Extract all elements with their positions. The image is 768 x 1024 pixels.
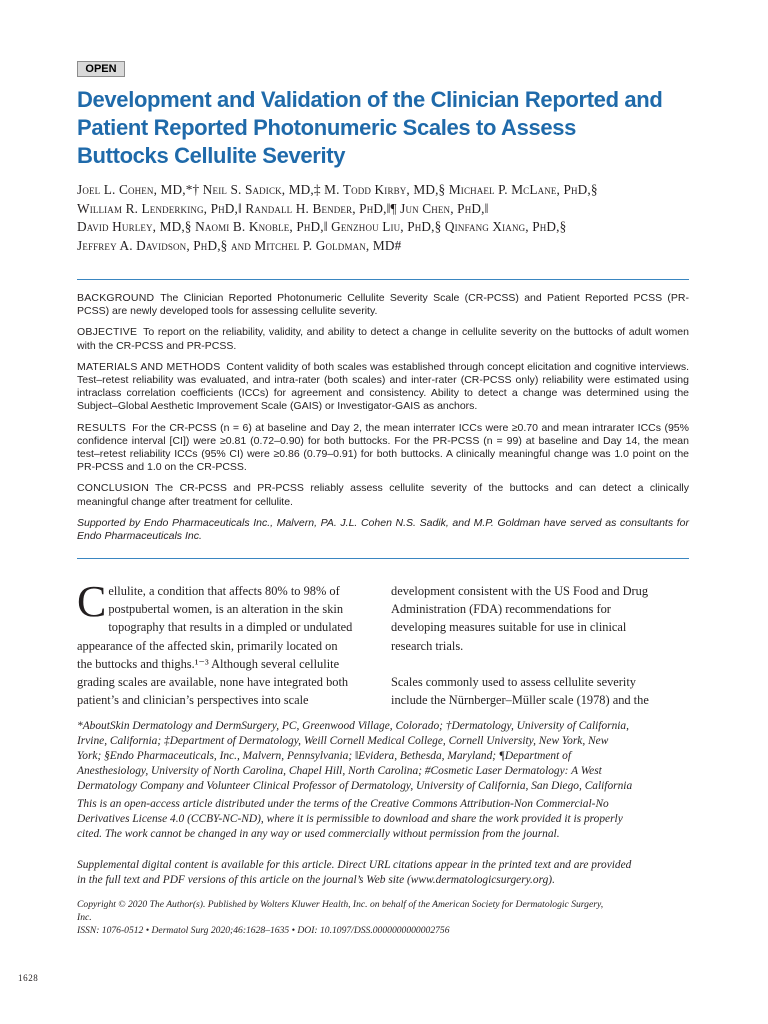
body-line: research trials.	[391, 638, 464, 653]
body-column-left	[77, 577, 375, 709]
body-line: ellulite, a condition that affects 80% to 98% of	[108, 584, 340, 598]
title-line: Patient Reported Photonumeric Scales to Assess	[77, 115, 577, 140]
author-list	[77, 181, 717, 255]
body-line: developing measures suitable for use in clinical	[391, 620, 627, 635]
copyright-line: Copyright © 2020 The Author(s). Published by Wolters Kluwer Health, Inc. on behalf of the American Society for Dermatologic Surgery,	[77, 899, 604, 910]
body-line: the buttocks and thighs.¹⁻³ Although several cellulite	[77, 656, 340, 671]
body-line: patient’s and clinician’s perspectives into scale	[77, 693, 309, 708]
author-line: Jeffrey A. Davidson, PhD,§ and Mitchel P. Goldman, MD#	[77, 237, 402, 253]
paragraph-gap	[391, 655, 689, 673]
drop-cap: C	[77, 577, 107, 626]
license-line: Derivatives License 4.0 (CCBY-NC-ND), where it is permissible to download and share the work provided it is properly	[77, 813, 623, 825]
issn-line: ISSN: 1076-0512 • Dermatol Surg 2020;46:1628–1635 • DOI: 10.1097/DSS.0000000000002756	[77, 924, 450, 936]
abstract	[77, 292, 689, 551]
abstract-conclusion	[77, 482, 689, 508]
body-line: development consistent with the US Food and Drug	[391, 584, 649, 598]
license-statement	[77, 797, 697, 842]
body-line: include the Nürnberger–Müller scale (1978) and the	[391, 693, 649, 708]
abstract-objective	[77, 326, 689, 352]
article-title	[77, 86, 717, 170]
supplemental-line: in the full text and PDF versions of this article on the journal’s Web site (www.dermatologicsurgery.org).	[77, 874, 555, 886]
license-line: cited. The work cannot be changed in any way or used commercially without permission from the journal.	[77, 828, 560, 840]
copyright-block	[77, 899, 697, 937]
title-line: Buttocks Cellulite Severity	[77, 143, 346, 168]
affiliation-line: Dermatology Company and Volunteer Clinical Professor of Dermatology, University of California, San Diego, California	[77, 780, 633, 792]
supplemental-line: Supplemental digital content is available for this article. Direct URL citations appear in the printed text and are provided	[77, 859, 632, 871]
body-line: Scales commonly used to assess cellulite severity	[391, 674, 637, 689]
abstract-results	[77, 422, 689, 475]
license-line: This is an open-access article distributed under the terms of the Creative Commons Attribution-Non Commercial-No	[77, 798, 609, 810]
title-line: Development and Validation of the Clinician Reported and	[77, 87, 663, 112]
copyright-line: Inc.	[77, 911, 92, 923]
section-head: RESULTS	[77, 421, 127, 434]
abstract-bottom-rule	[77, 558, 689, 559]
abstract-top-rule	[77, 279, 689, 280]
body-line: Administration (FDA) recommendations for	[391, 602, 611, 617]
section-head: CONCLUSION	[77, 482, 150, 495]
page-number: 1628	[18, 973, 39, 983]
author-line: David Hurley, MD,§ Naomi B. Knoble, PhD,‖ Genzhou Liu, PhD,§ Qinfang Xiang, PhD,§	[77, 219, 567, 234]
supplemental-note	[77, 858, 697, 888]
author-line: Joel L. Cohen, MD,*† Neil S. Sadick, MD,‡ M. Todd Kirby, MD,§ Michael P. McLane, PhD,§	[77, 182, 598, 197]
body-line: postpubertal women, is an alteration in the skin	[108, 602, 344, 617]
affiliations	[77, 719, 697, 794]
section-text: The Clinician Reported Photonumeric Cellulite Severity Scale (CR-PCSS) and Patient Reported PCSS (PR-PCSS) are newly developed tools for assessing cellulite severity.	[77, 292, 689, 318]
section-head: BACKGROUND	[77, 292, 155, 304]
abstract-methods	[77, 361, 689, 414]
section-head: MATERIALS AND METHODS	[77, 360, 221, 373]
affiliation-line: Irvine, California; ‡Department of Dermatology, Weill Cornell Medical College, Cornell University, New York, New	[77, 735, 609, 747]
section-text: To report on the reliability, validity, and ability to detect a change in cellulite severity on the buttocks of adult women with the CR-PCSS and PR-PCSS.	[77, 326, 689, 352]
section-text: For the CR-PCSS (n = 6) at baseline and Day 2, the mean interrater ICCs were ≥0.70 and mean intrarater ICCs (95% confidence interval [CI]) were ≥0.81 (0.72–0.90) for both buttocks. For the PR-PCSS (n = 99) at baseline and Day 14, the mean test–retest reliability ICCs (95% CI) were ≥0.86 (0.79–0.91) for both buttocks. A clinically meaningful change was 1.0 point on the PR-PCSS and 1.0 on the CR-PCSS.	[77, 421, 689, 474]
affiliation-line: Anesthesiology, University of North Carolina, Chapel Hill, North Carolina; #Cosmetic Laser Dermatology: A West	[77, 765, 602, 777]
body-line: appearance of the affected skin, primarily located on	[77, 638, 338, 653]
section-text: Content validity of both scales was established through concept elicitation and cognitive interviews. Test–retest reliability was evaluated, and intra-rater (both scales) and inter-rater (CR-PCSS only) reliability were estimated using intraclass correlation coefficients (ICCs) for agreement and consistency. Ability to detect a change was determined using the Subject–Global Aesthetic Improvement Scale (GAIS) or Investigator-GAIS as anchors.	[77, 360, 689, 413]
open-access-badge: OPEN	[77, 61, 125, 77]
body-line: grading scales are available, none have integrated both	[77, 675, 349, 690]
body-line: topography that results in a dimpled or undulated	[108, 620, 353, 635]
section-head: OBJECTIVE	[77, 326, 138, 339]
affiliation-line: *AboutSkin Dermatology and DermSurgery, PC, Greenwood Village, Colorado; †Dermatology, University of California,	[77, 720, 629, 732]
abstract-background	[77, 292, 689, 318]
section-text: The CR-PCSS and PR-PCSS reliably assess cellulite severity of the buttocks and can detect a clinically meaningful change after treatment for cellulite.	[77, 482, 689, 508]
affiliation-line: York; §Endo Pharmaceuticals, Inc., Malvern, Pennsylvania; ‖Evidera, Bethesda, Maryland; ¶Department of	[77, 750, 571, 762]
funding-statement: Supported by Endo Pharmaceuticals Inc., Malvern, PA. J.L. Cohen N.S. Sadik, and M.P. Goldman have served as consultants for Endo Pharmaceuticals Inc.	[77, 516, 689, 543]
author-line: William R. Lenderking, PhD,‖ Randall H. Bender, PhD,‖¶ Jun Chen, PhD,‖	[77, 200, 489, 216]
body-column-right	[391, 582, 689, 709]
